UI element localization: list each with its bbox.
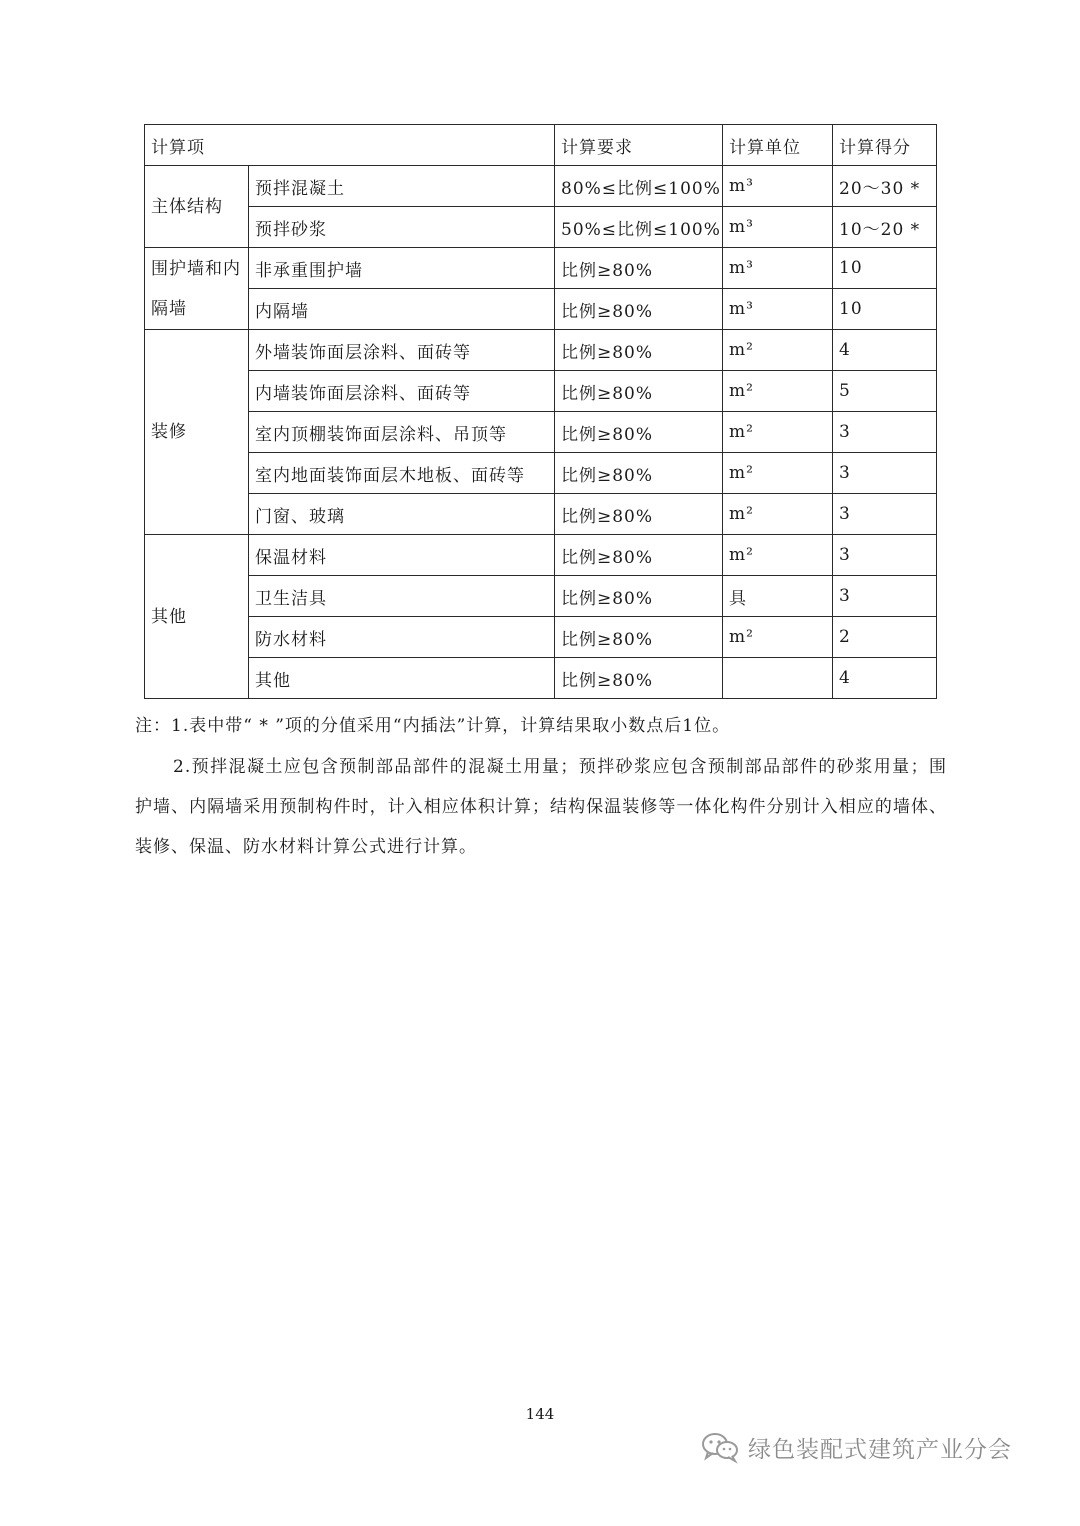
item-cell: 卫生洁具 — [249, 576, 555, 617]
requirement-cell: 比例≥80% — [555, 330, 723, 371]
requirement-cell: 比例≥80% — [555, 289, 723, 330]
item-cell: 室内顶棚装饰面层涂料、吊顶等 — [249, 412, 555, 453]
score-cell: 5 — [833, 371, 937, 412]
requirement-cell: 比例≥80% — [555, 371, 723, 412]
unit-cell: m² — [723, 617, 833, 658]
requirement-cell: 比例≥80% — [555, 658, 723, 699]
score-cell: 20～30 * — [833, 166, 937, 207]
category-cell: 主体结构 — [145, 166, 249, 248]
item-cell: 预拌砂浆 — [249, 207, 555, 248]
unit-cell: m² — [723, 494, 833, 535]
unit-cell: m³ — [723, 166, 833, 207]
page-number: 144 — [525, 1405, 555, 1423]
score-cell: 2 — [833, 617, 937, 658]
item-cell: 室内地面装饰面层木地板、面砖等 — [249, 453, 555, 494]
requirement-cell: 50%≤比例≤100% — [555, 207, 723, 248]
requirement-cell: 比例≥80% — [555, 535, 723, 576]
requirement-cell: 比例≥80% — [555, 412, 723, 453]
requirement-cell: 80%≤比例≤100% — [555, 166, 723, 207]
table-row — [145, 617, 937, 658]
item-cell: 内隔墙 — [249, 289, 555, 330]
score-cell: 4 — [833, 330, 937, 371]
score-cell: 10 — [833, 248, 937, 289]
table-row — [145, 371, 937, 412]
unit-cell — [723, 658, 833, 699]
unit-cell: m² — [723, 330, 833, 371]
score-cell: 3 — [833, 535, 937, 576]
score-cell: 3 — [833, 576, 937, 617]
category-cell: 围护墙和内隔墙 — [145, 248, 249, 330]
item-cell: 外墙装饰面层涂料、面砖等 — [249, 330, 555, 371]
score-cell: 3 — [833, 453, 937, 494]
table-row — [145, 207, 937, 248]
unit-cell: m³ — [723, 289, 833, 330]
item-cell: 其他 — [249, 658, 555, 699]
watermark-text: 绿色装配式建筑产业分会 — [748, 1436, 1012, 1463]
item-cell: 预拌混凝土 — [249, 166, 555, 207]
score-cell: 3 — [833, 412, 937, 453]
item-cell: 防水材料 — [249, 617, 555, 658]
table-row — [145, 658, 937, 699]
requirement-cell: 比例≥80% — [555, 494, 723, 535]
score-table — [144, 124, 937, 699]
score-cell: 10～20 * — [833, 207, 937, 248]
item-cell: 内墙装饰面层涂料、面砖等 — [249, 371, 555, 412]
header-row — [145, 125, 937, 166]
table-row — [145, 412, 937, 453]
table-row — [145, 166, 937, 207]
item-cell: 保温材料 — [249, 535, 555, 576]
unit-cell: m³ — [723, 248, 833, 289]
wechat-icon — [700, 1430, 740, 1464]
requirement-cell: 比例≥80% — [555, 617, 723, 658]
header-cell-item: 计算项 — [145, 125, 555, 166]
table-row — [145, 248, 937, 289]
header-cell-score: 计算得分 — [833, 125, 937, 166]
item-cell: 门窗、玻璃 — [249, 494, 555, 535]
header-cell-requirement: 计算要求 — [555, 125, 723, 166]
table-row — [145, 494, 937, 535]
table-row — [145, 576, 937, 617]
unit-cell: m³ — [723, 207, 833, 248]
unit-cell: m² — [723, 453, 833, 494]
item-cell: 非承重围护墙 — [249, 248, 555, 289]
table-row — [145, 289, 937, 330]
score-cell: 3 — [833, 494, 937, 535]
note-2: 2.预拌混凝土应包含预制部品部件的混凝土用量；预拌砂浆应包含预制部品部件的砂浆用量；围护墙、内隔墙采用预制构件时，计入相应体积计算；结构保温装修等一体化构件分别计入相应的墙体、装修、保温、防水材料计算公式进行计算。 — [135, 757, 947, 857]
table-row — [145, 535, 937, 576]
category-cell: 装修 — [145, 330, 249, 535]
watermark — [700, 1427, 1012, 1467]
table-row — [145, 330, 937, 371]
requirement-cell: 比例≥80% — [555, 248, 723, 289]
score-cell: 10 — [833, 289, 937, 330]
category-cell: 其他 — [145, 535, 249, 699]
unit-cell: m² — [723, 371, 833, 412]
requirement-cell: 比例≥80% — [555, 576, 723, 617]
table-row — [145, 453, 937, 494]
unit-cell: m² — [723, 535, 833, 576]
unit-cell: m² — [723, 412, 833, 453]
note-1: 注：1.表中带“ * ”项的分值采用“内插法”计算，计算结果取小数点后1位。 — [135, 716, 731, 736]
header-cell-unit: 计算单位 — [723, 125, 833, 166]
score-cell: 4 — [833, 658, 937, 699]
requirement-cell: 比例≥80% — [555, 453, 723, 494]
unit-cell: 具 — [723, 576, 833, 617]
